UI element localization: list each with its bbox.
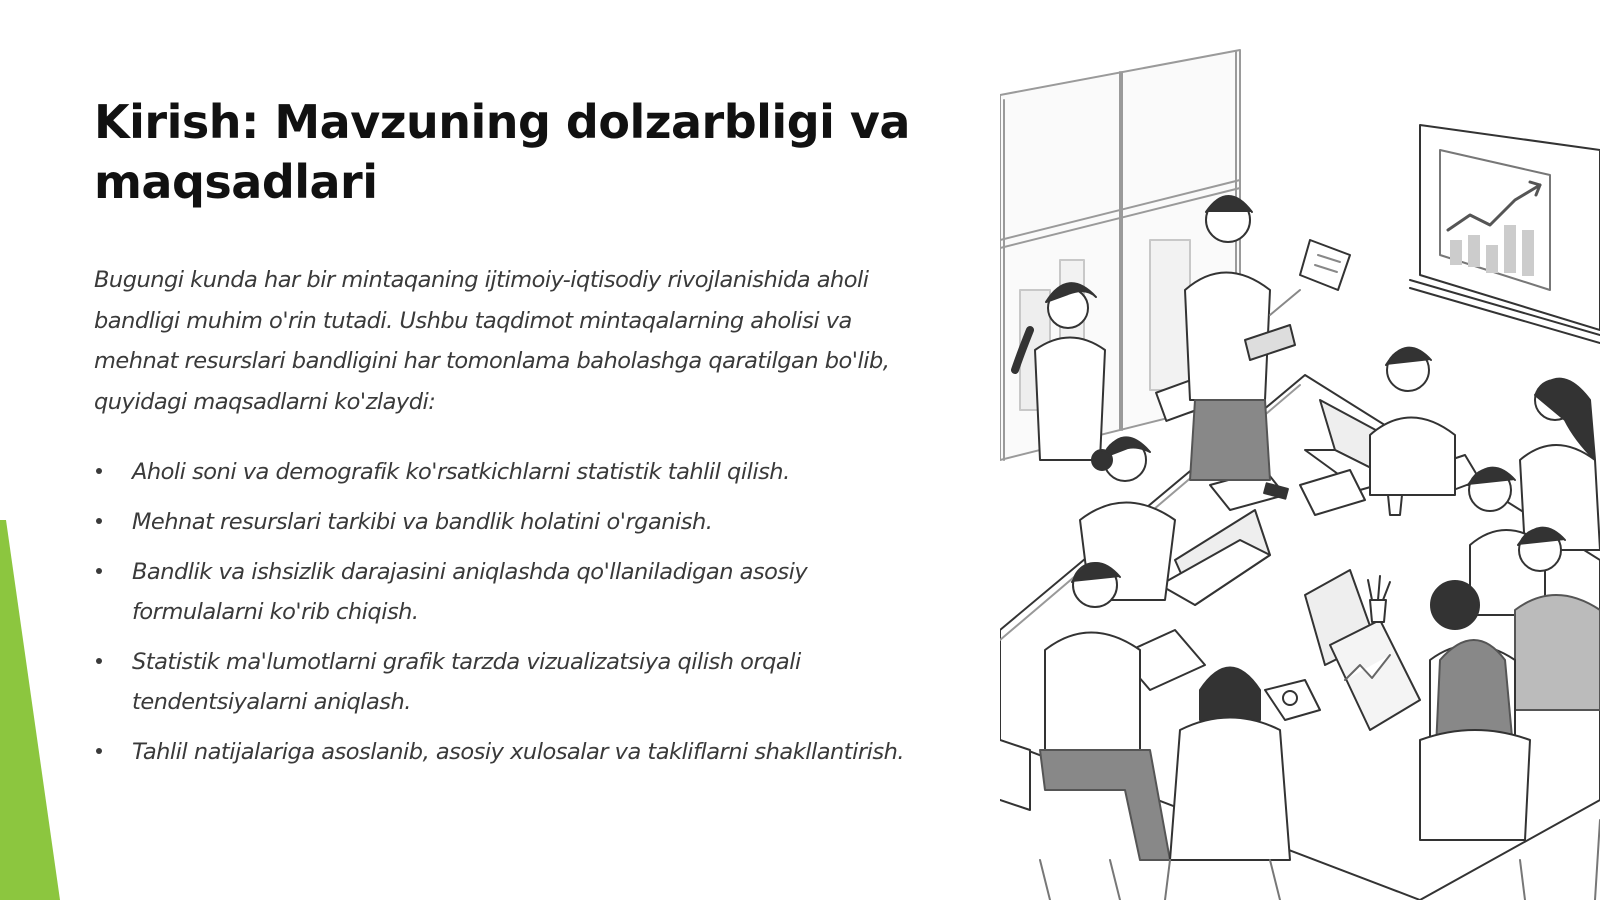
goal-text: Statistik ma'lumotlarni grafik tarzda vizualizatsiya qilish orqali tendentsiyalarni aniqlash. — [132, 649, 801, 715]
bullet-icon — [96, 658, 102, 664]
team-meeting-illustration — [1000, 40, 1600, 900]
bullet-icon — [96, 518, 102, 524]
whiteboard — [1410, 125, 1600, 343]
goal-item — [94, 452, 924, 492]
goals-list — [94, 452, 924, 772]
goal-item — [94, 732, 924, 772]
accent-stripe — [0, 0, 70, 900]
goal-text: Tahlil natijalariga asoslanib, asosiy xulosalar va takliflarni shakllantirish. — [132, 739, 904, 765]
bullet-icon — [96, 468, 102, 474]
bullet-icon — [96, 568, 102, 574]
goal-text: Mehnat resurslari tarkibi va bandlik holatini o'rganish. — [132, 509, 713, 535]
slide-title: Kirish: Mavzuning dolzarbligi va maqsadlari — [94, 95, 910, 209]
goal-item — [94, 642, 924, 722]
goal-item — [94, 552, 924, 632]
bullet-icon — [96, 748, 102, 754]
intro-paragraph: Bugungi kunda har bir mintaqaning ijtimoiy-iqtisodiy rivojlanishida aholi bandligi muhim o'rin tutadi. Ushbu taqdimot mintaqalarning aholisi va mehnat resurslari bandligini har tomonlama baholashga qaratilgan bo'lib, quyidagi maqsadlarni ko'zlaydi: — [94, 267, 890, 415]
slide-content — [94, 92, 924, 782]
goal-text: Bandlik va ishsizlik darajasini aniqlashda qo'llaniladigan asosiy formulalarni ko'rib chiqish. — [132, 559, 808, 625]
goal-text: Aholi soni va demografik ko'rsatkichlarni statistik tahlil qilish. — [132, 459, 790, 485]
goal-item — [94, 502, 924, 542]
